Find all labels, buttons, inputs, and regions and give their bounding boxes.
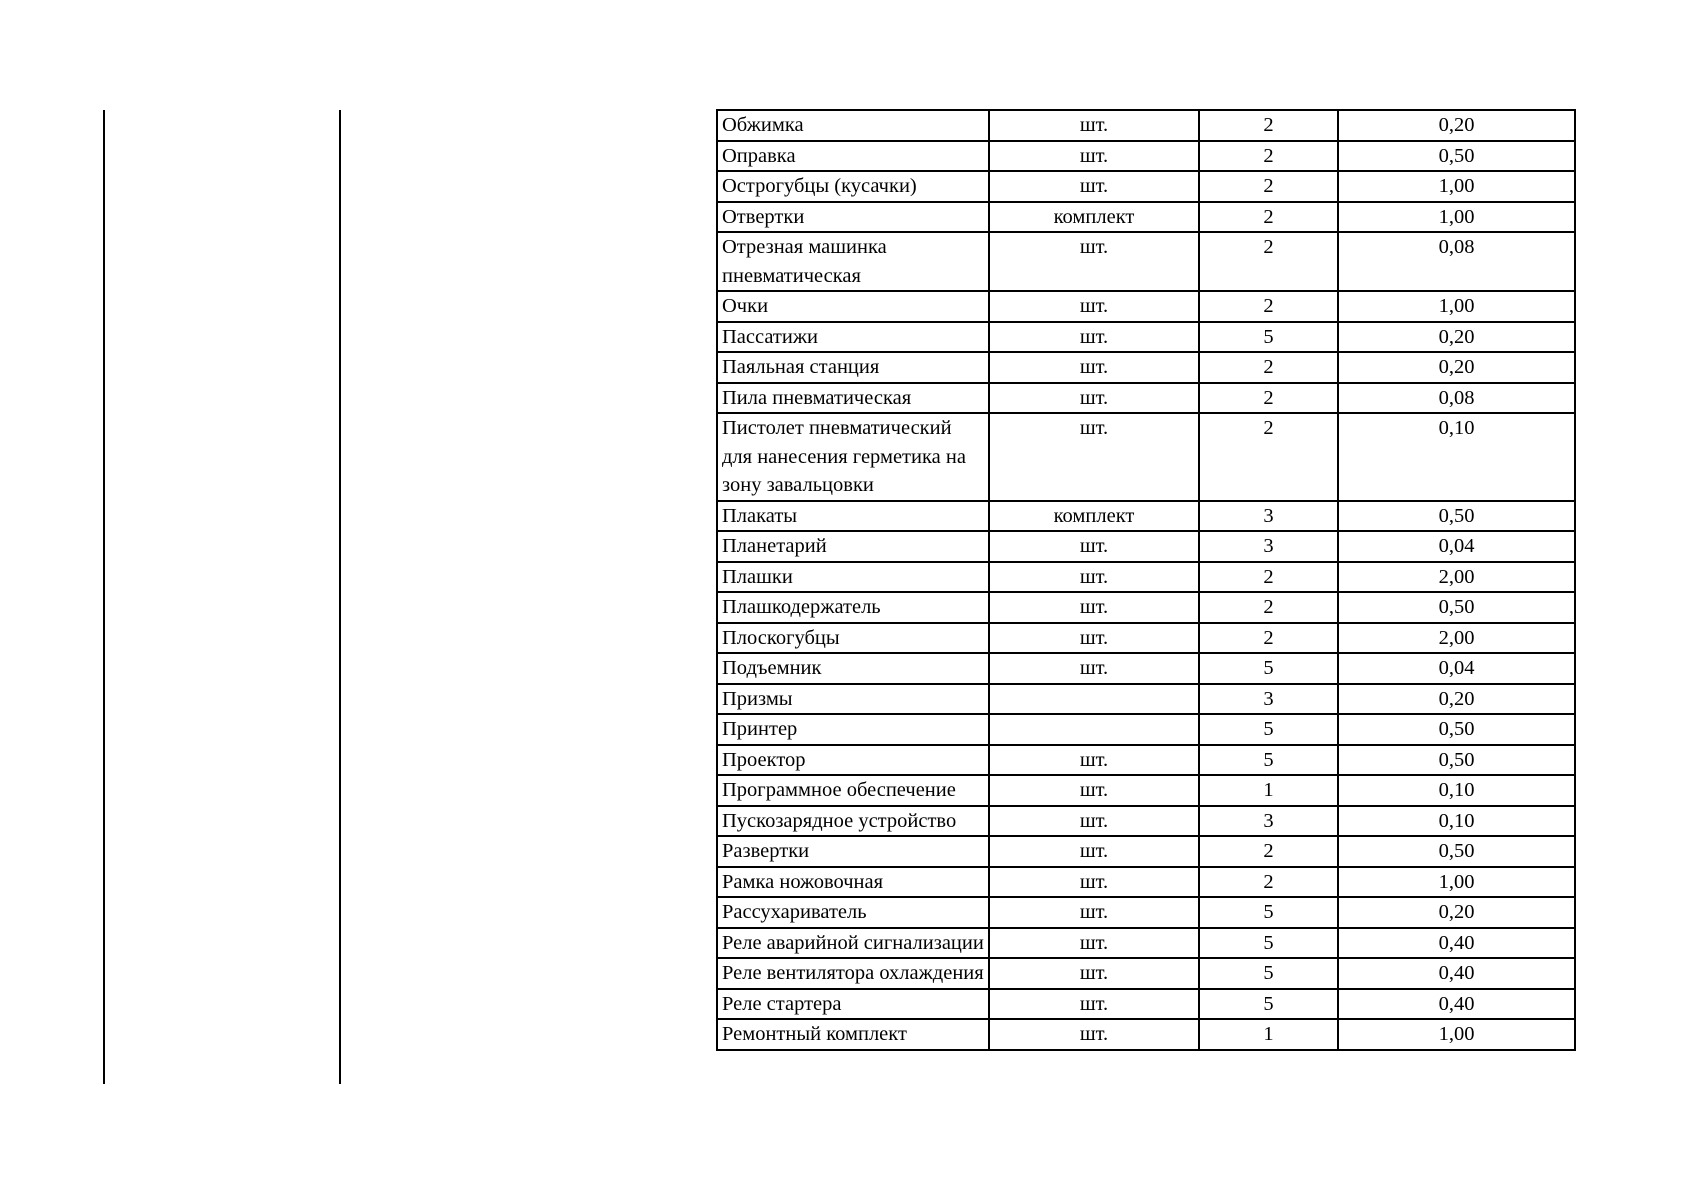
table-row: [717, 653, 1575, 684]
item-name-cell: Реле аварийной сигнализации: [717, 928, 989, 959]
table-row: [717, 562, 1575, 593]
unit-cell: шт.: [989, 291, 1199, 322]
quantity-cell: 5: [1199, 958, 1338, 989]
norm-cell: 0,20: [1338, 352, 1575, 383]
unit-cell: шт.: [989, 989, 1199, 1020]
norm-cell: 1,00: [1338, 291, 1575, 322]
table-row: [717, 413, 1575, 501]
norm-cell: 0,40: [1338, 928, 1575, 959]
item-name-cell: Плашки: [717, 562, 989, 593]
norm-cell: 0,10: [1338, 806, 1575, 837]
item-name-cell: Оправка: [717, 141, 989, 172]
table-row: [717, 897, 1575, 928]
quantity-cell: 2: [1199, 383, 1338, 414]
item-name-cell: Реле стартера: [717, 989, 989, 1020]
quantity-cell: 3: [1199, 531, 1338, 562]
unit-cell: шт.: [989, 775, 1199, 806]
quantity-cell: 2: [1199, 141, 1338, 172]
left-column-border: [103, 110, 105, 1084]
norm-cell: 2,00: [1338, 623, 1575, 654]
unit-cell: шт.: [989, 413, 1199, 501]
unit-cell: шт.: [989, 653, 1199, 684]
unit-cell: [989, 684, 1199, 715]
item-name-cell: Плоскогубцы: [717, 623, 989, 654]
item-name-cell: Очки: [717, 291, 989, 322]
item-name-cell: Паяльная станция: [717, 352, 989, 383]
unit-cell: шт.: [989, 897, 1199, 928]
table-row: [717, 684, 1575, 715]
quantity-cell: 2: [1199, 623, 1338, 654]
unit-cell: комплект: [989, 202, 1199, 233]
quantity-cell: 5: [1199, 653, 1338, 684]
unit-cell: шт.: [989, 592, 1199, 623]
item-name-cell: Плакаты: [717, 501, 989, 532]
unit-cell: шт.: [989, 928, 1199, 959]
quantity-cell: 5: [1199, 989, 1338, 1020]
norm-cell: 0,08: [1338, 383, 1575, 414]
unit-cell: шт.: [989, 1019, 1199, 1050]
unit-cell: шт.: [989, 623, 1199, 654]
quantity-cell: 1: [1199, 1019, 1338, 1050]
table-row: [717, 110, 1575, 141]
unit-cell: шт.: [989, 958, 1199, 989]
norm-cell: 0,20: [1338, 897, 1575, 928]
norm-cell: 0,50: [1338, 836, 1575, 867]
item-name-cell: Обжимка: [717, 110, 989, 141]
item-name-cell: Призмы: [717, 684, 989, 715]
table-row: [717, 806, 1575, 837]
item-name-cell: Проектор: [717, 745, 989, 776]
table-row: [717, 291, 1575, 322]
unit-cell: шт.: [989, 352, 1199, 383]
quantity-cell: 5: [1199, 322, 1338, 353]
unit-cell: шт.: [989, 110, 1199, 141]
norm-cell: 0,40: [1338, 958, 1575, 989]
item-name-cell: Острогубцы (кусачки): [717, 171, 989, 202]
quantity-cell: 2: [1199, 291, 1338, 322]
quantity-cell: 2: [1199, 413, 1338, 501]
table-row: [717, 232, 1575, 291]
quantity-cell: 3: [1199, 684, 1338, 715]
table-row: [717, 1019, 1575, 1050]
item-name-cell: Плашкодержатель: [717, 592, 989, 623]
item-name-cell: Пускозарядное устройство: [717, 806, 989, 837]
unit-cell: шт.: [989, 806, 1199, 837]
norm-cell: 0,50: [1338, 141, 1575, 172]
table-row: [717, 867, 1575, 898]
middle-column-border: [339, 110, 341, 1084]
norm-cell: 1,00: [1338, 171, 1575, 202]
unit-cell: шт.: [989, 562, 1199, 593]
item-name-cell: Реле вентилятора охлаждения: [717, 958, 989, 989]
item-name-cell: Ремонтный комплект: [717, 1019, 989, 1050]
item-name-cell: Подъемник: [717, 653, 989, 684]
unit-cell: [989, 714, 1199, 745]
item-name-cell: Пассатижи: [717, 322, 989, 353]
equipment-table: [716, 109, 1576, 1051]
norm-cell: 0,40: [1338, 989, 1575, 1020]
quantity-cell: 2: [1199, 592, 1338, 623]
norm-cell: 0,50: [1338, 714, 1575, 745]
quantity-cell: 3: [1199, 806, 1338, 837]
quantity-cell: 5: [1199, 928, 1338, 959]
norm-cell: 0,20: [1338, 322, 1575, 353]
item-name-cell: Отрезная машинка пневматическая: [717, 232, 989, 291]
norm-cell: 0,50: [1338, 501, 1575, 532]
equipment-table-body: [717, 110, 1575, 1050]
norm-cell: 0,20: [1338, 684, 1575, 715]
table-row: [717, 352, 1575, 383]
table-row: [717, 322, 1575, 353]
table-row: [717, 171, 1575, 202]
unit-cell: шт.: [989, 322, 1199, 353]
unit-cell: шт.: [989, 171, 1199, 202]
item-name-cell: Отвертки: [717, 202, 989, 233]
norm-cell: 0,08: [1338, 232, 1575, 291]
table-row: [717, 202, 1575, 233]
unit-cell: комплект: [989, 501, 1199, 532]
norm-cell: 0,20: [1338, 110, 1575, 141]
unit-cell: шт.: [989, 836, 1199, 867]
norm-cell: 2,00: [1338, 562, 1575, 593]
table-row: [717, 383, 1575, 414]
table-row: [717, 623, 1575, 654]
quantity-cell: 2: [1199, 867, 1338, 898]
item-name-cell: Рассухариватель: [717, 897, 989, 928]
norm-cell: 0,04: [1338, 531, 1575, 562]
table-row: [717, 958, 1575, 989]
quantity-cell: 2: [1199, 171, 1338, 202]
unit-cell: шт.: [989, 867, 1199, 898]
quantity-cell: 2: [1199, 202, 1338, 233]
quantity-cell: 2: [1199, 836, 1338, 867]
table-row: [717, 989, 1575, 1020]
quantity-cell: 2: [1199, 110, 1338, 141]
table-row: [717, 501, 1575, 532]
item-name-cell: Принтер: [717, 714, 989, 745]
norm-cell: 1,00: [1338, 1019, 1575, 1050]
norm-cell: 0,10: [1338, 413, 1575, 501]
item-name-cell: Планетарий: [717, 531, 989, 562]
unit-cell: шт.: [989, 383, 1199, 414]
unit-cell: шт.: [989, 531, 1199, 562]
quantity-cell: 2: [1199, 232, 1338, 291]
item-name-cell: Развертки: [717, 836, 989, 867]
quantity-cell: 5: [1199, 897, 1338, 928]
norm-cell: 1,00: [1338, 202, 1575, 233]
quantity-cell: 5: [1199, 714, 1338, 745]
norm-cell: 0,04: [1338, 653, 1575, 684]
quantity-cell: 3: [1199, 501, 1338, 532]
item-name-cell: Пистолет пневматический для нанесения герметика на зону завальцовки: [717, 413, 989, 501]
unit-cell: шт.: [989, 141, 1199, 172]
norm-cell: 0,50: [1338, 745, 1575, 776]
table-row: [717, 745, 1575, 776]
table-row: [717, 141, 1575, 172]
norm-cell: 0,10: [1338, 775, 1575, 806]
item-name-cell: Рамка ножовочная: [717, 867, 989, 898]
table-row: [717, 531, 1575, 562]
quantity-cell: 1: [1199, 775, 1338, 806]
quantity-cell: 5: [1199, 745, 1338, 776]
norm-cell: 1,00: [1338, 867, 1575, 898]
unit-cell: шт.: [989, 745, 1199, 776]
table-row: [717, 714, 1575, 745]
table-row: [717, 836, 1575, 867]
norm-cell: 0,50: [1338, 592, 1575, 623]
table-row: [717, 928, 1575, 959]
table-row: [717, 592, 1575, 623]
unit-cell: шт.: [989, 232, 1199, 291]
item-name-cell: Пила пневматическая: [717, 383, 989, 414]
item-name-cell: Программное обеспечение: [717, 775, 989, 806]
table-row: [717, 775, 1575, 806]
quantity-cell: 2: [1199, 352, 1338, 383]
quantity-cell: 2: [1199, 562, 1338, 593]
